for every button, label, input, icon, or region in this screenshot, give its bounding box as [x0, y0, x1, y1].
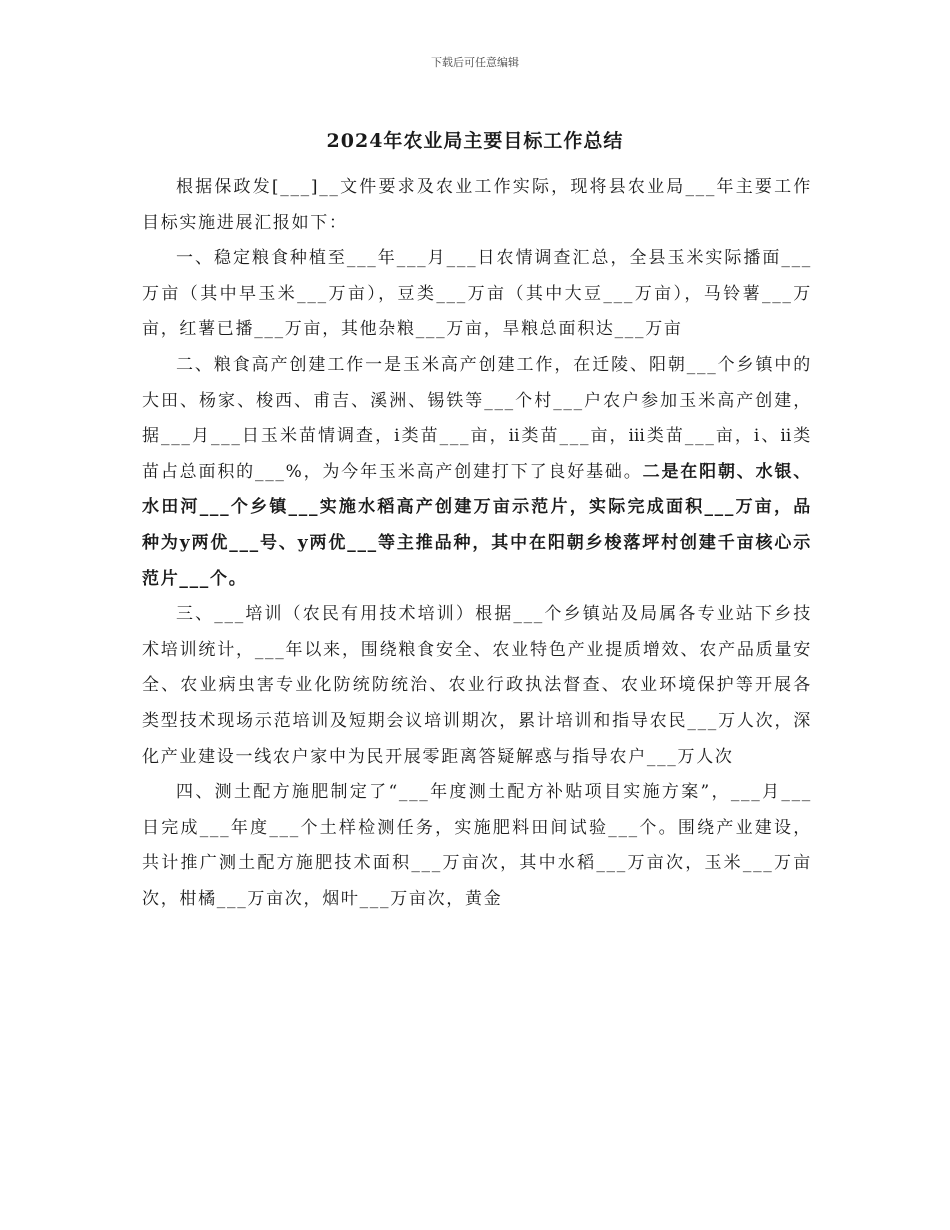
paragraph-high-yield-text: 二、粮食高产创建工作一是玉米高产创建工作，在迁陵、阳朝___个乡镇中的大田、杨家、梭西、甫吉、溪洲、锡铁等___个村___户农户参加玉米高产创建，据___月___日玉米苗情调查，ⅰ类苗___亩，ⅱ类苗___亩，ⅲ类苗___亩，ⅰ、ⅱ类苗占总面积的___%，为今年玉米高产创建打下了良好基础。	[142, 354, 812, 482]
paragraph-fertilizer-text: 四、测土配方施肥制定了“___年度测土配方补贴项目实施方案”，___月___日完成___年度___个土样检测任务，实施肥料田间试验___个。围绕产业建设，共计推广测土配方施肥技术面积___万亩次，其中水稻___万亩次，玉米___万亩次，柑橘___万亩次，烟叶___万亩次，黄金	[142, 782, 812, 909]
header-note: 下载后可任意编辑	[431, 56, 519, 69]
paragraph-intro	[142, 170, 812, 241]
paragraph-grain-planting-text: 一、稳定粮食种植至___年___月___日农情调查汇总，全县玉米实际播面___万亩（其中早玉米___万亩），豆类___万亩（其中大豆___万亩），马铃薯___万亩，红薯已播___万亩，其他杂粮___万亩，旱粮总面积达___万亩	[142, 248, 812, 340]
paragraph-grain-planting	[142, 241, 812, 348]
paragraph-high-yield-bold-text: 二是在阳朝、水银、水田河___个乡镇___实施水稻高产创建万亩示范片，实际完成面积___万亩，品种为y两优___号、y两优___等主推品种，其中在阳朝乡梭落坪村创建千亩核心示范片___个。	[142, 461, 812, 589]
document-title: 2024年农业局主要目标工作总结	[326, 130, 624, 152]
document-body	[142, 170, 812, 917]
paragraph-training-text: 三、___培训（农民有用技术培训）根据___个乡镇站及局属各专业站下乡技术培训统计，___年以来，围绕粮食安全、农业特色产业提质增效、农产品质量安全、农业病虫害专业化防统防统治、农业行政执法督查、农业环境保护等开展各类型技术现场示范培训及短期会议培训期次，累计培训和指导农民___万人次，深化产业建设一线农户家中为民开展零距离答疑解惑与指导农户___万人次	[142, 604, 812, 767]
paragraph-intro-text: 根据保政发[___]__文件要求及农业工作实际，现将县农业局___年主要工作目标实施进展汇报如下：	[142, 177, 812, 233]
paragraph-training	[142, 597, 812, 775]
paragraph-high-yield	[142, 348, 812, 597]
paragraph-fertilizer	[142, 775, 812, 917]
